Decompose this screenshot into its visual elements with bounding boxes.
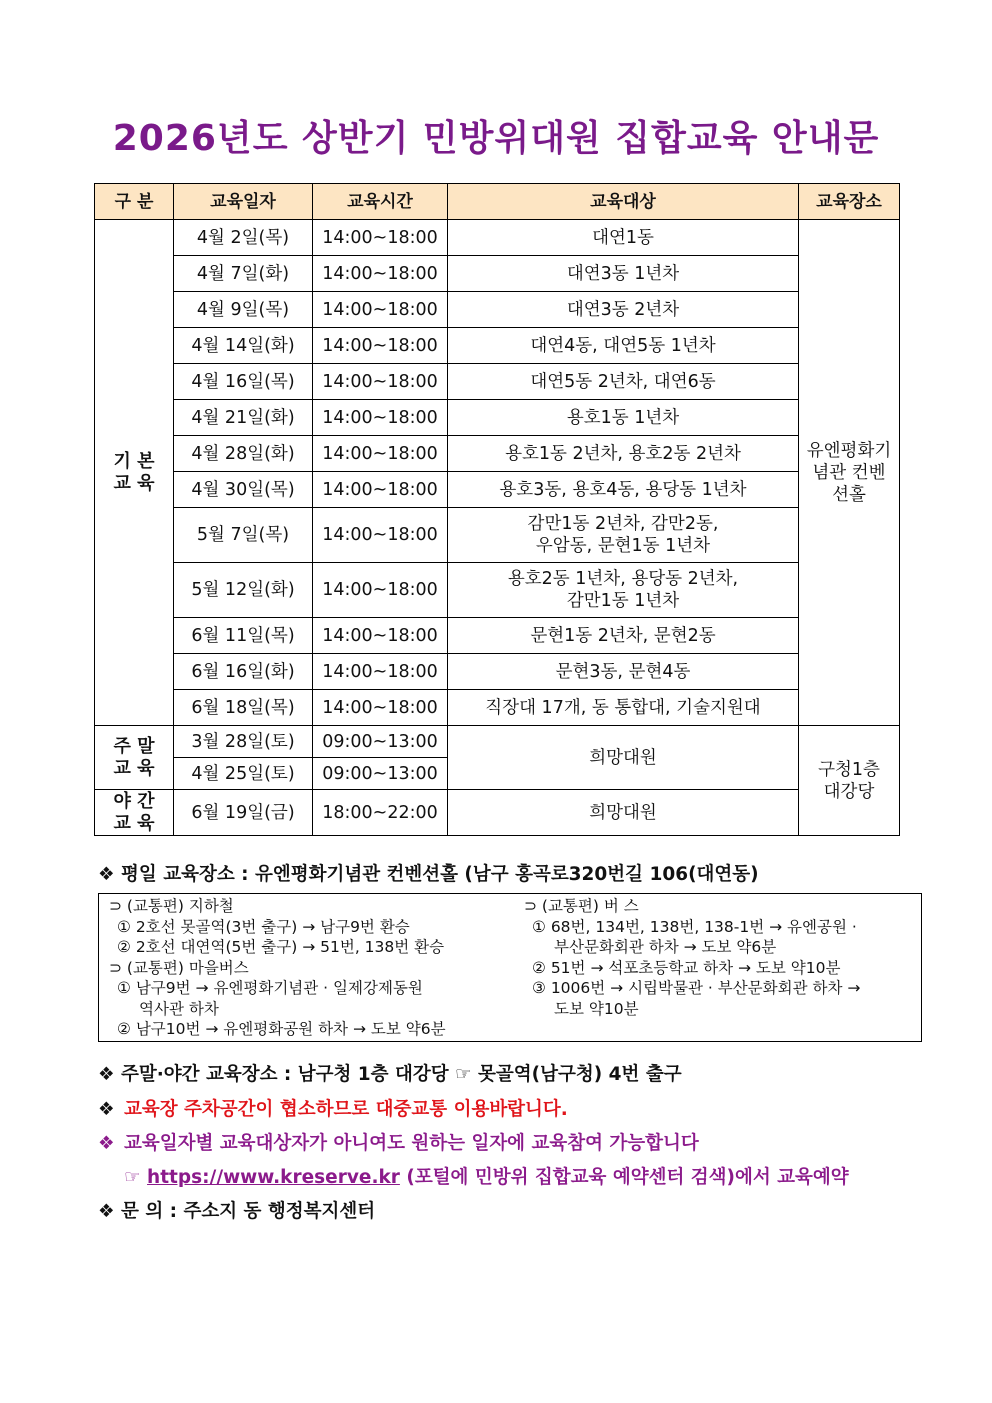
table-row: [95, 256, 900, 292]
date-cell: 4월 14일(화): [174, 328, 313, 364]
reservation-link[interactable]: https://www.kreserve.kr: [147, 1167, 400, 1188]
time-cell: 14:00~18:00: [313, 328, 448, 364]
bus-header: ⊃ (교통편) 버 스: [524, 897, 639, 915]
village-bus-header: ⊃ (교통편) 마을버스: [109, 958, 249, 977]
place-cell-gu: 구청1층 대강당: [799, 726, 900, 836]
target-cell: 대연4동, 대연5동 1년차: [448, 328, 799, 364]
table-row: [95, 690, 900, 726]
contact-info: ❖ 문 의 : 주소지 동 행정복지센터: [98, 1201, 376, 1222]
target-cell: 감만1동 2년차, 감만2동, 우암동, 문현1동 1년차: [448, 508, 799, 563]
date-cell: 4월 21일(화): [174, 400, 313, 436]
reservation-line: [124, 1163, 849, 1189]
page-title: 2026년도 상반기 민방위대원 집합교육 안내문: [112, 118, 880, 159]
category-weekend: 주 말 교 육: [95, 726, 174, 790]
time-cell: 14:00~18:00: [313, 436, 448, 472]
table-row: [95, 436, 900, 472]
table-row: [95, 618, 900, 654]
time-cell: 14:00~18:00: [313, 690, 448, 726]
optional-notice-text: 교육일자별 교육대상자가 아니여도 원하는 일자에 교육참여 가능합니다: [124, 1133, 699, 1154]
time-cell: 09:00~13:00: [313, 758, 448, 790]
table-row: [95, 654, 900, 690]
header-target: 교육대상: [448, 184, 799, 220]
table-row: [95, 364, 900, 400]
time-cell: 18:00~22:00: [313, 790, 448, 836]
bus-item: ③ 1006번 → 시립박물관 · 부산문화회관 하차 →: [532, 979, 861, 997]
bus-item-cont: 부산문화회관 하차 → 도보 약6분: [554, 938, 777, 956]
parking-notice: [98, 1095, 568, 1121]
date-cell: 4월 16일(목): [174, 364, 313, 400]
time-cell: 14:00~18:00: [313, 618, 448, 654]
target-cell: 용호1동 2년차, 용호2동 2년차: [448, 436, 799, 472]
transport-left-column: [109, 896, 529, 1040]
pointer-icon: ☞: [124, 1167, 141, 1188]
table-row: [95, 220, 900, 256]
schedule-table: [94, 183, 900, 836]
header-category: 구 분: [95, 184, 174, 220]
subway-header: ⊃ (교통편) 지하철: [109, 897, 234, 915]
table-header-row: [95, 184, 900, 220]
date-cell: 4월 2일(목): [174, 220, 313, 256]
subway-item: ② 2호선 대연역(5번 출구) → 51번, 138번 환승: [117, 938, 445, 956]
bus-item-cont: 도보 약10분: [554, 999, 639, 1018]
time-cell: 09:00~13:00: [313, 726, 448, 758]
village-bus-item-cont: 역사관 하차: [139, 999, 219, 1018]
bus-item: ② 51번 → 석포초등학교 하차 → 도보 약10분: [532, 958, 841, 977]
table-row: [95, 292, 900, 328]
table-row: [95, 508, 900, 563]
transport-box: [98, 893, 922, 1042]
target-cell: 희망대원: [448, 726, 799, 790]
weekday-place-info: ❖ 평일 교육장소 : 유엔평화기념관 컨벤션홀 (남구 홍곡로320번길 106(대연동): [98, 864, 759, 885]
date-cell: 5월 7일(목): [174, 508, 313, 563]
date-cell: 3월 28일(토): [174, 726, 313, 758]
subway-item: ① 2호선 못골역(3번 출구) → 남구9번 환승: [117, 917, 410, 936]
parking-notice-text: 교육장 주차공간이 협소하므로 대중교통 이용바랍니다.: [124, 1099, 568, 1120]
time-cell: 14:00~18:00: [313, 472, 448, 508]
date-cell: 6월 11일(목): [174, 618, 313, 654]
table-row: [95, 328, 900, 364]
time-cell: 14:00~18:00: [313, 220, 448, 256]
time-cell: 14:00~18:00: [313, 292, 448, 328]
time-cell: 14:00~18:00: [313, 400, 448, 436]
time-cell: 14:00~18:00: [313, 508, 448, 563]
date-cell: 6월 18일(목): [174, 690, 313, 726]
bullet-icon: ❖: [98, 1133, 115, 1154]
weekend-place-info: ❖ 주말·야간 교육장소 : 남구청 1층 대강당 ☞ 못골역(남구청) 4번 출구: [98, 1064, 682, 1085]
time-cell: 14:00~18:00: [313, 563, 448, 618]
header-date: 교육일자: [174, 184, 313, 220]
target-cell: 용호1동 1년차: [448, 400, 799, 436]
target-cell: 대연3동 2년차: [448, 292, 799, 328]
bullet-icon: ❖: [98, 1099, 115, 1120]
target-cell: 대연3동 1년차: [448, 256, 799, 292]
date-cell: 4월 30일(목): [174, 472, 313, 508]
header-time: 교육시간: [313, 184, 448, 220]
target-cell: 문현3동, 문현4동: [448, 654, 799, 690]
category-basic: 기 본 교 육: [95, 220, 174, 726]
village-bus-item: ① 남구9번 → 유엔평화기념관 · 일제강제동원: [117, 979, 423, 997]
target-cell: 직장대 17개, 동 통합대, 기술지원대: [448, 690, 799, 726]
table-row: [95, 790, 900, 836]
target-cell: 용호2동 1년차, 용당동 2년차, 감만1동 1년차: [448, 563, 799, 618]
date-cell: 4월 7일(화): [174, 256, 313, 292]
reservation-text: (포털에 민방위 집합교육 예약센터 검색)에서 교육예약: [406, 1167, 849, 1188]
target-cell: 희망대원: [448, 790, 799, 836]
header-place: 교육장소: [799, 184, 900, 220]
category-night: 야 간 교 육: [95, 790, 174, 836]
date-cell: 6월 16일(화): [174, 654, 313, 690]
time-cell: 14:00~18:00: [313, 654, 448, 690]
target-cell: 대연1동: [448, 220, 799, 256]
table-row: [95, 726, 900, 758]
transport-right-column: [524, 896, 914, 1019]
date-cell: 4월 9일(목): [174, 292, 313, 328]
date-cell: 4월 25일(토): [174, 758, 313, 790]
place-cell-basic: 유엔평화기념관 컨벤션홀: [799, 220, 900, 726]
time-cell: 14:00~18:00: [313, 364, 448, 400]
target-cell: 용호3동, 용호4동, 용당동 1년차: [448, 472, 799, 508]
table-row: [95, 400, 900, 436]
village-bus-item: ② 남구10번 → 유엔평화공원 하차 → 도보 약6분: [117, 1020, 446, 1038]
table-row: [95, 563, 900, 618]
date-cell: 5월 12일(화): [174, 563, 313, 618]
date-cell: 6월 19일(금): [174, 790, 313, 836]
bus-item: ① 68번, 134번, 138번, 138-1번 → 유엔공원 ·: [532, 917, 857, 936]
date-cell: 4월 28일(화): [174, 436, 313, 472]
target-cell: 문현1동 2년차, 문현2동: [448, 618, 799, 654]
time-cell: 14:00~18:00: [313, 256, 448, 292]
table-row: [95, 472, 900, 508]
optional-notice: [98, 1129, 699, 1155]
target-cell: 대연5동 2년차, 대연6동: [448, 364, 799, 400]
